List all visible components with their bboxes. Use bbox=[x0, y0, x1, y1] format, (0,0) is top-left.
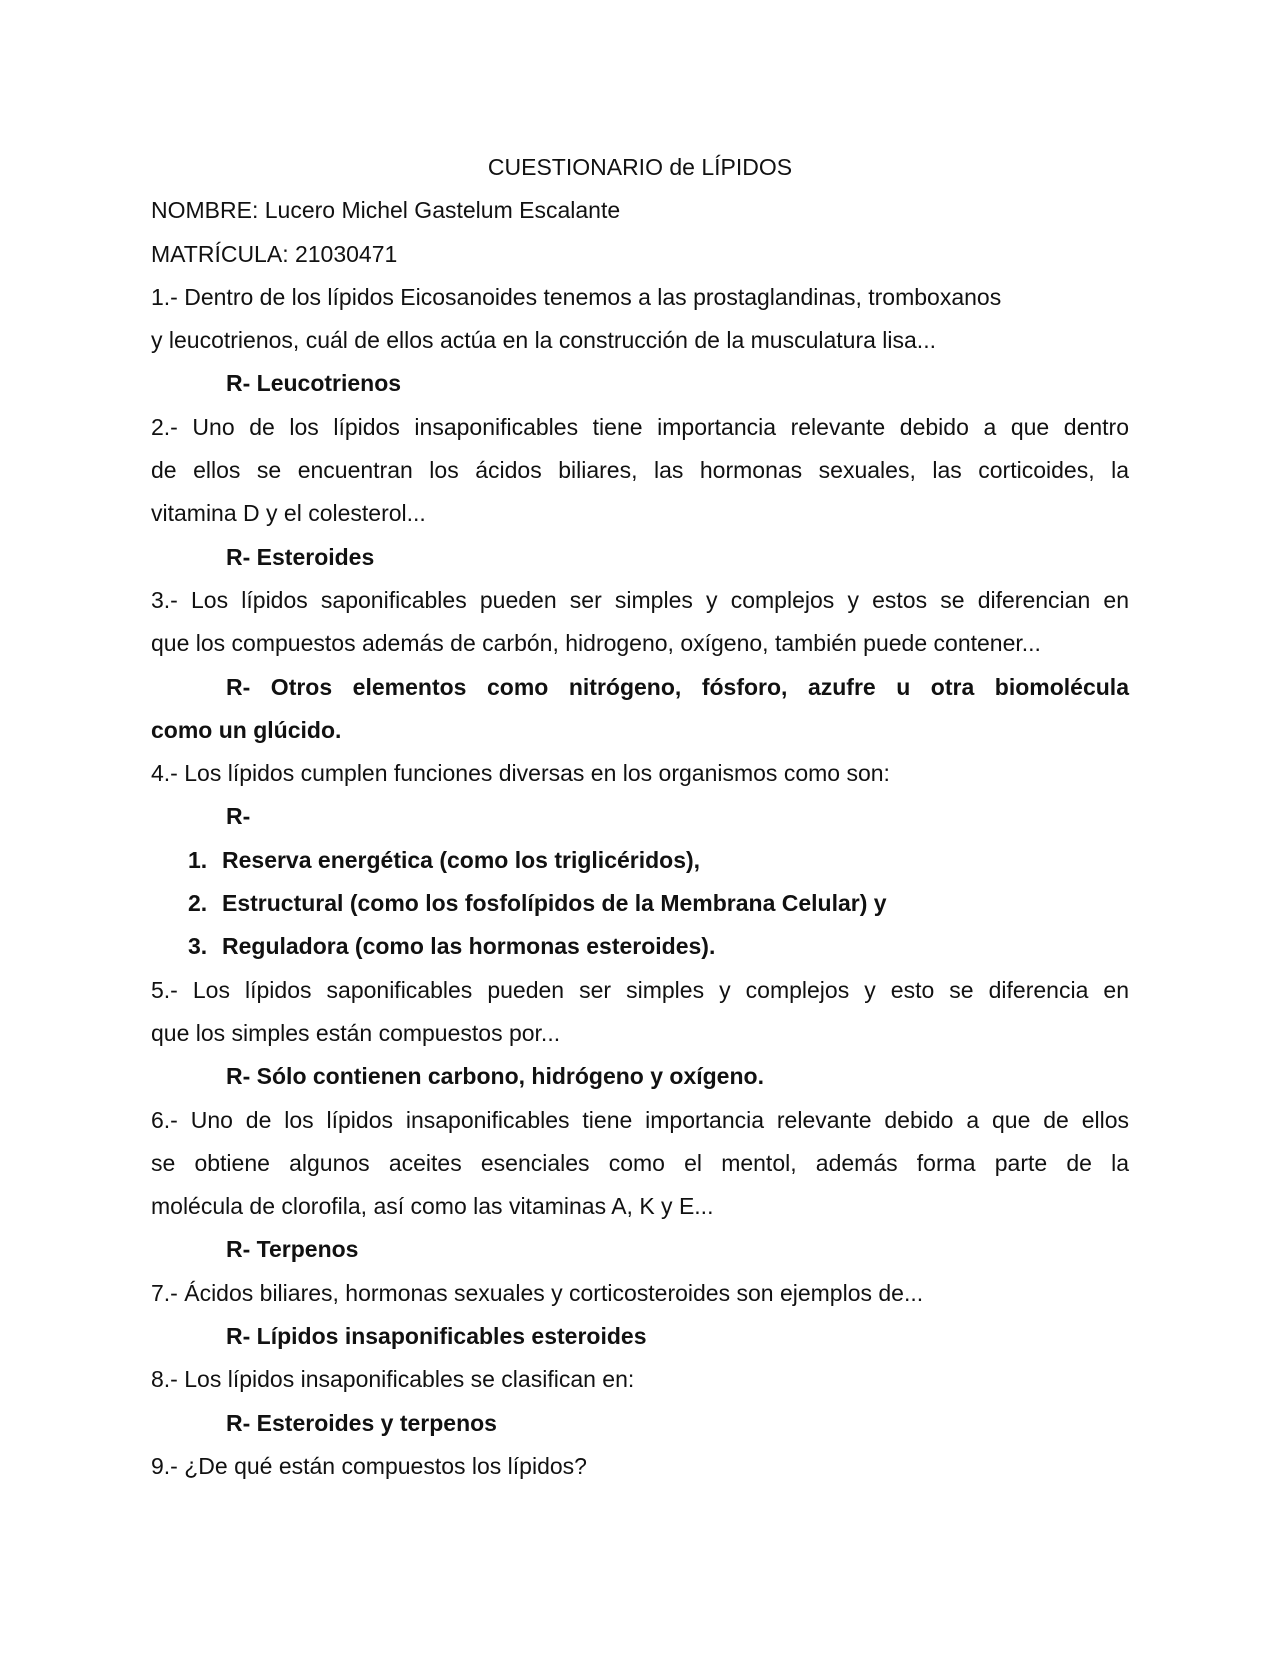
answer-3-line-2: como un glúcido. bbox=[151, 716, 342, 743]
question-4-line-1: 4.- Los lípidos cumplen funciones diversas en los organismos como son: bbox=[151, 760, 890, 787]
list-item bbox=[151, 925, 1129, 968]
question-7-line-1: 7.- Ácidos biliares, hormonas sexuales y corticosteroides son ejemplos de... bbox=[151, 1279, 924, 1306]
page-title: CUESTIONARIO de LÍPIDOS bbox=[487, 154, 793, 180]
question-5-line-2: que los simples están compuestos por... bbox=[151, 1019, 561, 1046]
question-3-line-2: que los compuestos además de carbón, hidrogeno, oxígeno, también puede contener... bbox=[151, 630, 1041, 657]
answer-8: R- Esteroides y terpenos bbox=[226, 1409, 497, 1436]
question-2-line-1: 2.- Uno de los lípidos insaponificables tiene importancia relevante debido a que dentro bbox=[151, 413, 1129, 440]
question-8-line-1: 8.- Los lípidos insaponificables se clasifican en: bbox=[151, 1366, 635, 1393]
list-item-number: 1. bbox=[188, 846, 208, 873]
answer-5: R- Sólo contienen carbono, hidrógeno y oxígeno. bbox=[226, 1063, 764, 1090]
question-9-line-1: 9.- ¿De qué están compuestos los lípidos? bbox=[151, 1452, 587, 1479]
question-1-line-1: 1.- Dentro de los lípidos Eicosanoides tenemos a las prostaglandinas, tromboxanos bbox=[151, 283, 1002, 310]
question-2-line-2: de ellos se encuentran los ácidos biliares, las hormonas sexuales, las corticoides, la bbox=[151, 457, 1129, 484]
question-6-line-1: 6.- Uno de los lípidos insaponificables tiene importancia relevante debido a que de ellos bbox=[151, 1106, 1129, 1133]
answer-1: R- Leucotrienos bbox=[226, 370, 402, 397]
question-1-line-2: y leucotrienos, cuál de ellos actúa en la construcción de la musculatura lisa... bbox=[151, 327, 936, 354]
list-item-text: Estructural (como los fosfolípidos de la Membrana Celular) y bbox=[222, 890, 887, 917]
question-5-line-1: 5.- Los lípidos saponificables pueden ser simples y complejos y esto se diferencia en bbox=[151, 976, 1129, 1003]
answer-2: R- Esteroides bbox=[226, 543, 375, 570]
answer-4-prefix: R- bbox=[226, 803, 251, 830]
list-item bbox=[151, 882, 1129, 925]
question-3-line-1: 3.- Los lípidos saponificables pueden ser simples y complejos y estos se diferencian en bbox=[151, 586, 1129, 613]
question-6-line-2: se obtiene algunos aceites esenciales como el mentol, además forma parte de la bbox=[151, 1149, 1129, 1176]
question-2-line-3: vitamina D y el colesterol... bbox=[151, 500, 426, 527]
answer-3-line-1: R- Otros elementos como nitrógeno, fósforo, azufre u otra biomolécula bbox=[226, 673, 1129, 700]
document-body bbox=[151, 146, 1129, 1488]
list-item-number: 3. bbox=[188, 933, 208, 960]
student-id: MATRÍCULA: 21030471 bbox=[151, 240, 398, 267]
list-item-number: 2. bbox=[188, 890, 208, 917]
list-item-text: Reserva energética (como los triglicéridos), bbox=[222, 846, 701, 873]
answer-7: R- Lípidos insaponificables esteroides bbox=[226, 1323, 647, 1350]
list-item bbox=[151, 839, 1129, 882]
answer-6: R- Terpenos bbox=[226, 1236, 359, 1263]
student-name: NOMBRE: Lucero Michel Gastelum Escalante bbox=[151, 197, 621, 224]
question-6-line-3: molécula de clorofila, así como las vitaminas A, K y E... bbox=[151, 1193, 714, 1220]
list-item-text: Reguladora (como las hormonas esteroides). bbox=[222, 933, 716, 960]
